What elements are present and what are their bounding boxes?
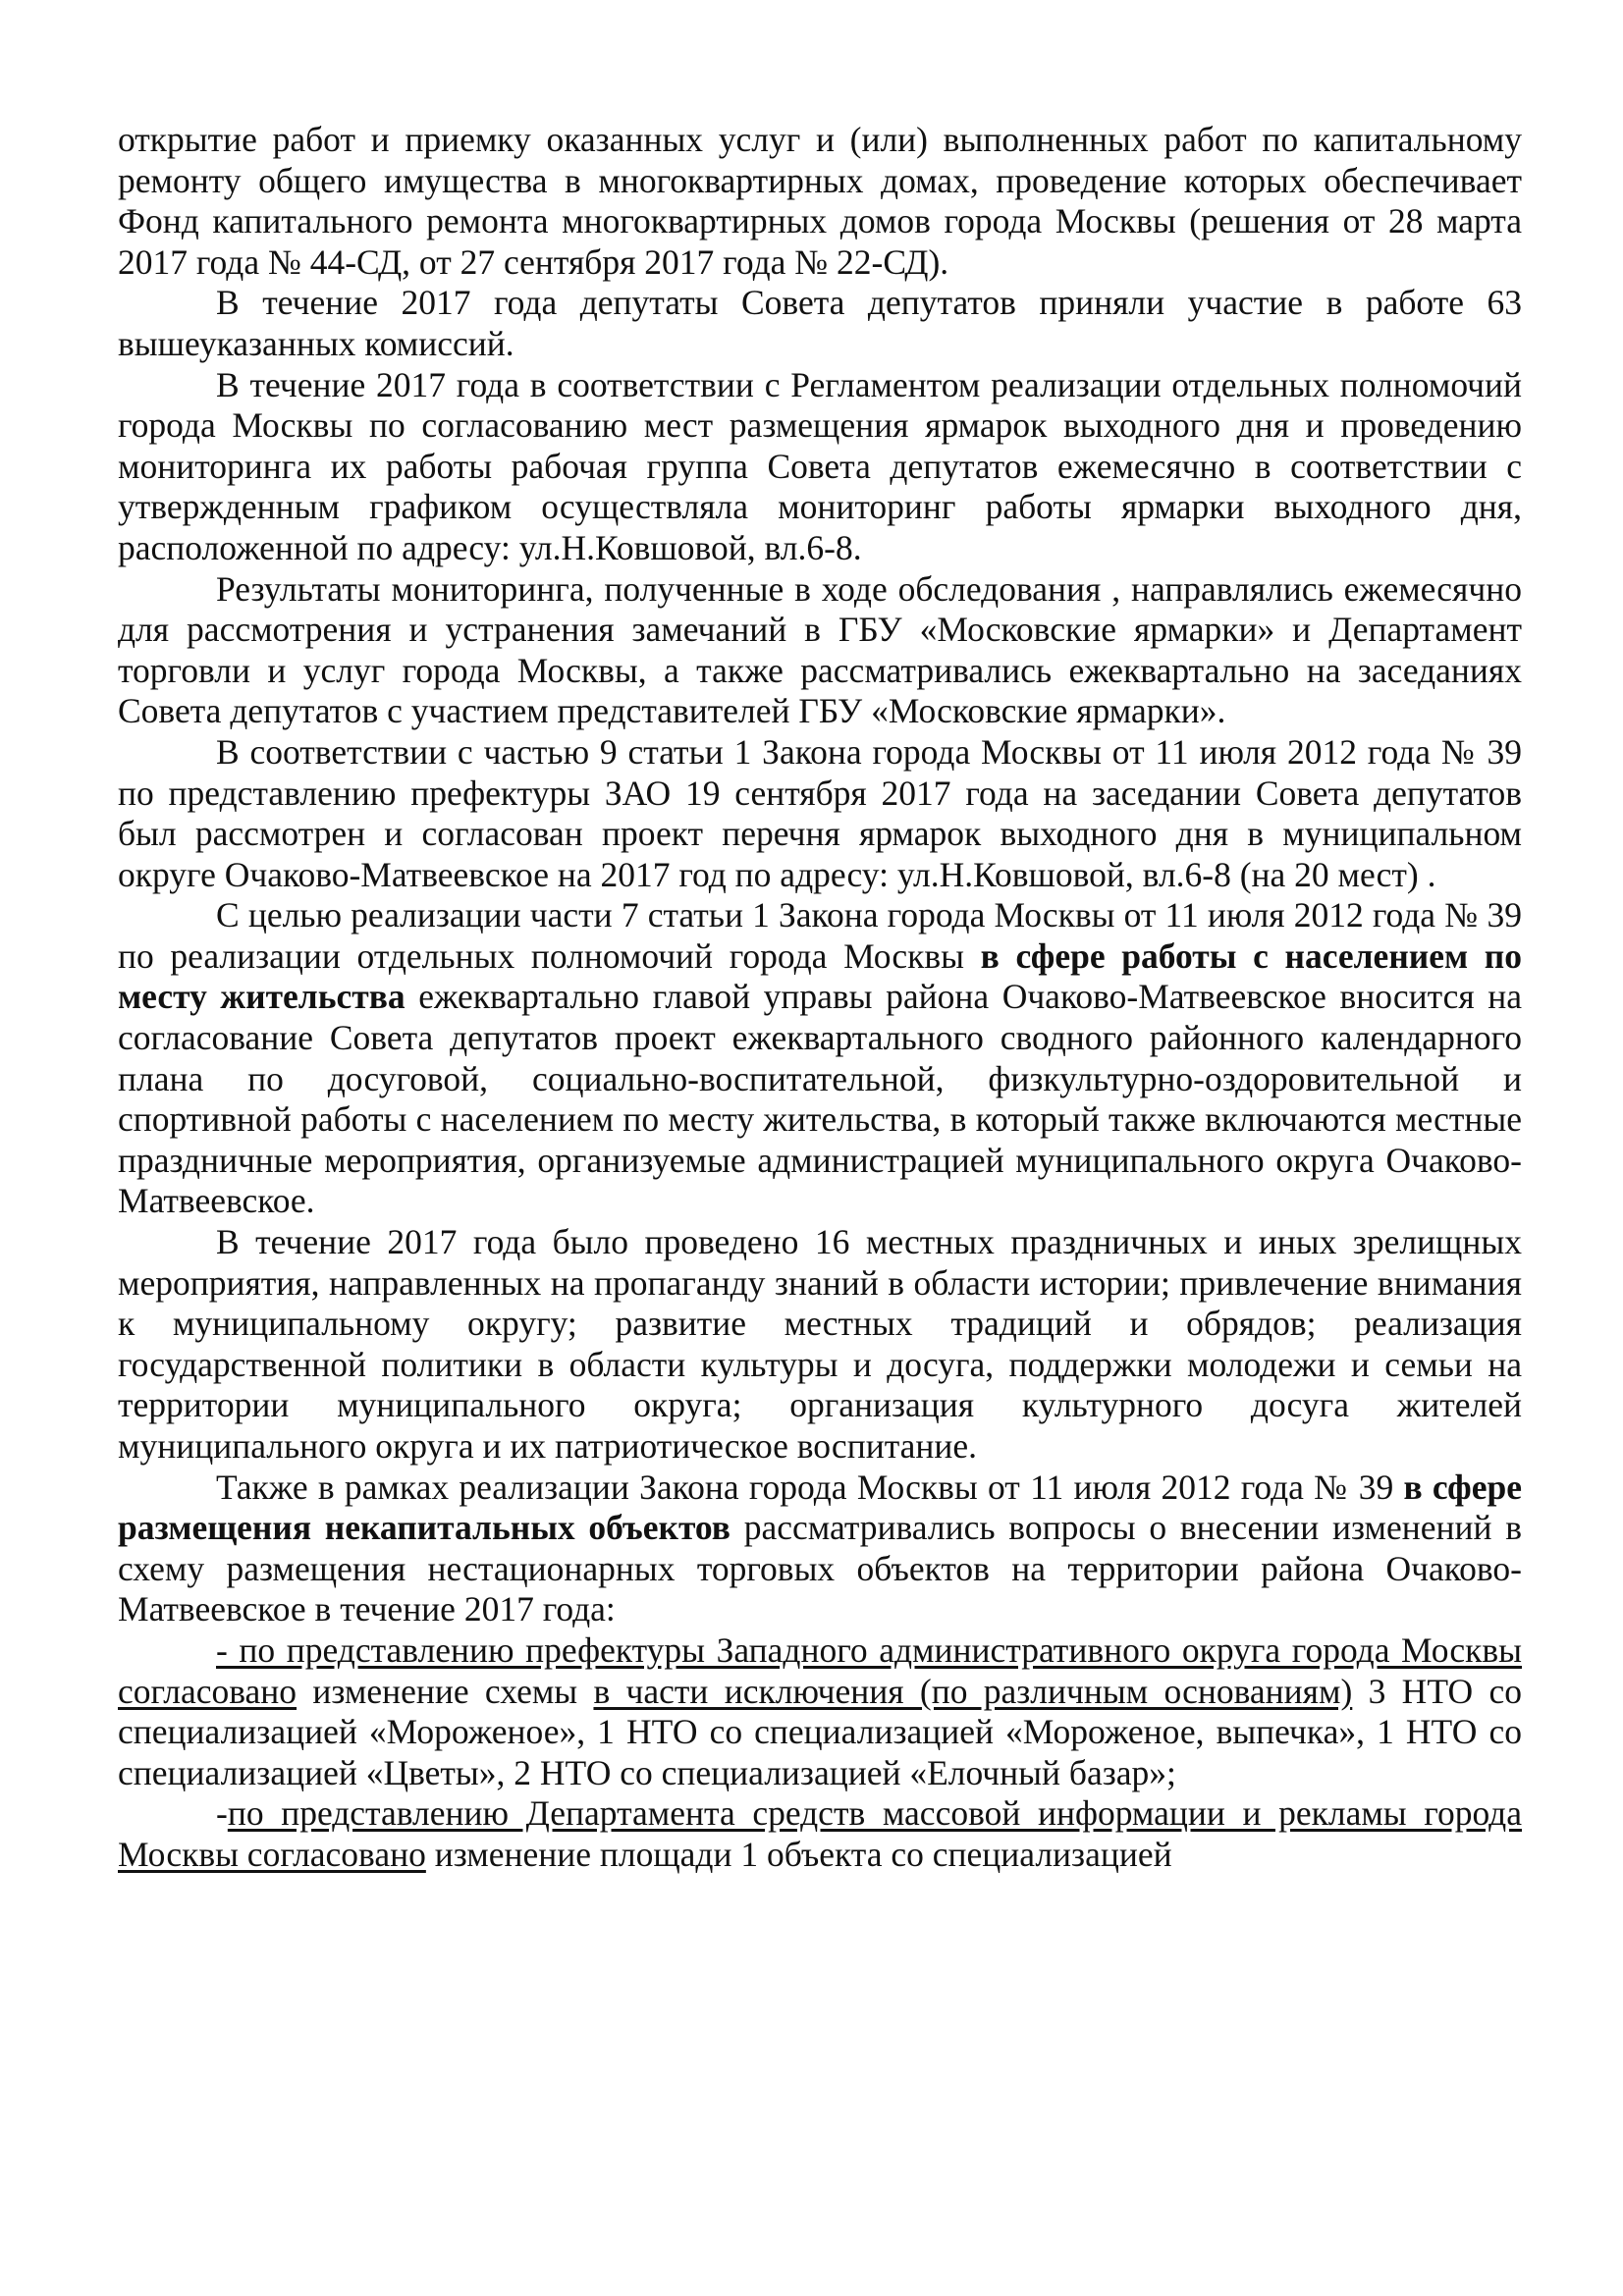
paragraph-text: 3 НТО со специализацией «Мороженое», 1 НТО со специализацией «Мороженое, выпечка», 1 НТО со специализацией «Цветы», 2 НТО со специализацией «Елочный базар»;: [118, 1671, 1522, 1792]
paragraph-text: Также в рамках реализации Закона города Москвы от 11 июля 2012 года № 39: [216, 1467, 1404, 1507]
paragraph: [118, 120, 1522, 283]
bold-text: в сфере работы с населением по месту жительства: [118, 935, 1523, 1017]
paragraph: [118, 1793, 1522, 1875]
paragraph-text: В течение 2017 года было проведено 16 местных праздничных и иных зрелищных мероприятия, направленных на пропаганду знаний в области истории; привлечение внимания к муниципальному округу; развитие местных традиций и обрядов; реализация государственной политики в области культуры и досуга, поддержки молодежи и семьи на территории муниципального округа; организация культурного досуга жителей муниципального округа и их патриотическое воспитание.: [118, 1222, 1522, 1466]
paragraph-text: изменение схемы: [297, 1671, 594, 1711]
paragraph: [118, 283, 1522, 364]
paragraph-text: изменение площади 1 объекта со специализацией: [425, 1834, 1172, 1874]
paragraph-text: В течение 2017 года в соответствии с Регламентом реализации отдельных полномочий города Москвы по согласованию мест размещения ярмарок выходного дня и проведению мониторинга их работы рабочая группа Совета депутатов ежемесячно в соответствии с утвержденным графиком осуществляла мониторинг работы ярмарки выходного дня, расположенной по адресу: ул.Н.Ковшовой, вл.6-8.: [118, 364, 1522, 567]
document-page: [118, 120, 1522, 1876]
paragraph: [118, 569, 1522, 732]
paragraph: [118, 1630, 1522, 1793]
paragraph-text: С целью реализации части 7 статьи 1 Закона города Москвы от 11 июля 2012 года № 39 по реализации отдельных полномочий города Москвы: [118, 895, 1522, 976]
underlined-text: по представлению Департамента средств массовой информации и рекламы города Москвы согласовано: [118, 1793, 1522, 1874]
paragraph-text: открытие работ и приемку оказанных услуг и (или) выполненных работ по капитальному ремонту общего имущества в многоквартирных домах, проведение которых обеспечивает Фонд капитального ремонта многоквартирных домов города Москвы (решения от 28 марта 2017 года № 44-СД, от 27 сентября 2017 года № 22-СД).: [118, 120, 1522, 282]
paragraph-text: -: [216, 1793, 228, 1834]
paragraph-text: В соответствии с частью 9 статьи 1 Закона города Москвы от 11 июля 2012 года № 39 по представлению префектуры ЗАО 19 сентября 2017 года на заседании Совета депутатов был рассмотрен и согласован проект перечня ярмарок выходного дня в муниципальном округе Очаково-Матвеевское на 2017 год по адресу: ул.Н.Ковшовой, вл.6-8 (на 20 мест) .: [118, 731, 1522, 894]
paragraph-text: ежеквартально главой управы района Очаково-Матвеевское вносится на согласование Совета депутатов проект ежеквартального сводного районного календарного плана по досуговой, социально-воспитательной, физкультурно-оздоровительной и спортивной работы с населением по месту жительства, в который также включаются местные праздничные мероприятия, организуемые администрацией муниципального округа Очаково-Матвеевское.: [118, 977, 1522, 1221]
paragraph-text: В течение 2017 года депутаты Совета депутатов приняли участие в работе 63 вышеуказанных комиссий.: [118, 283, 1522, 363]
underlined-text: - по представлению префектуры Западного административного округа города Москвы согласовано: [118, 1629, 1522, 1711]
bold-text: в сфере размещения некапитальных объектов: [118, 1467, 1523, 1548]
paragraph: [118, 1468, 1522, 1630]
paragraph-text: рассматривались вопросы о внесении изменений в схему размещения нестационарных торговых объектов на территории района Очаково-Матвеевское в течение 2017 года:: [118, 1508, 1522, 1629]
paragraph-text: Результаты мониторинга, полученные в ходе обследования , направлялись ежемесячно для рассмотрения и устранения замечаний в ГБУ «Московские ярмарки» и Департамент торговли и услуг города Москвы, а также рассматривались ежеквартально на заседаниях Совета депутатов с участием представителей ГБУ «Московские ярмарки».: [118, 568, 1522, 731]
paragraph: [118, 365, 1522, 569]
paragraph: [118, 895, 1522, 1222]
paragraph: [118, 732, 1522, 895]
underlined-text: в части исключения (по различным основаниям): [593, 1671, 1353, 1711]
paragraph: [118, 1222, 1522, 1468]
